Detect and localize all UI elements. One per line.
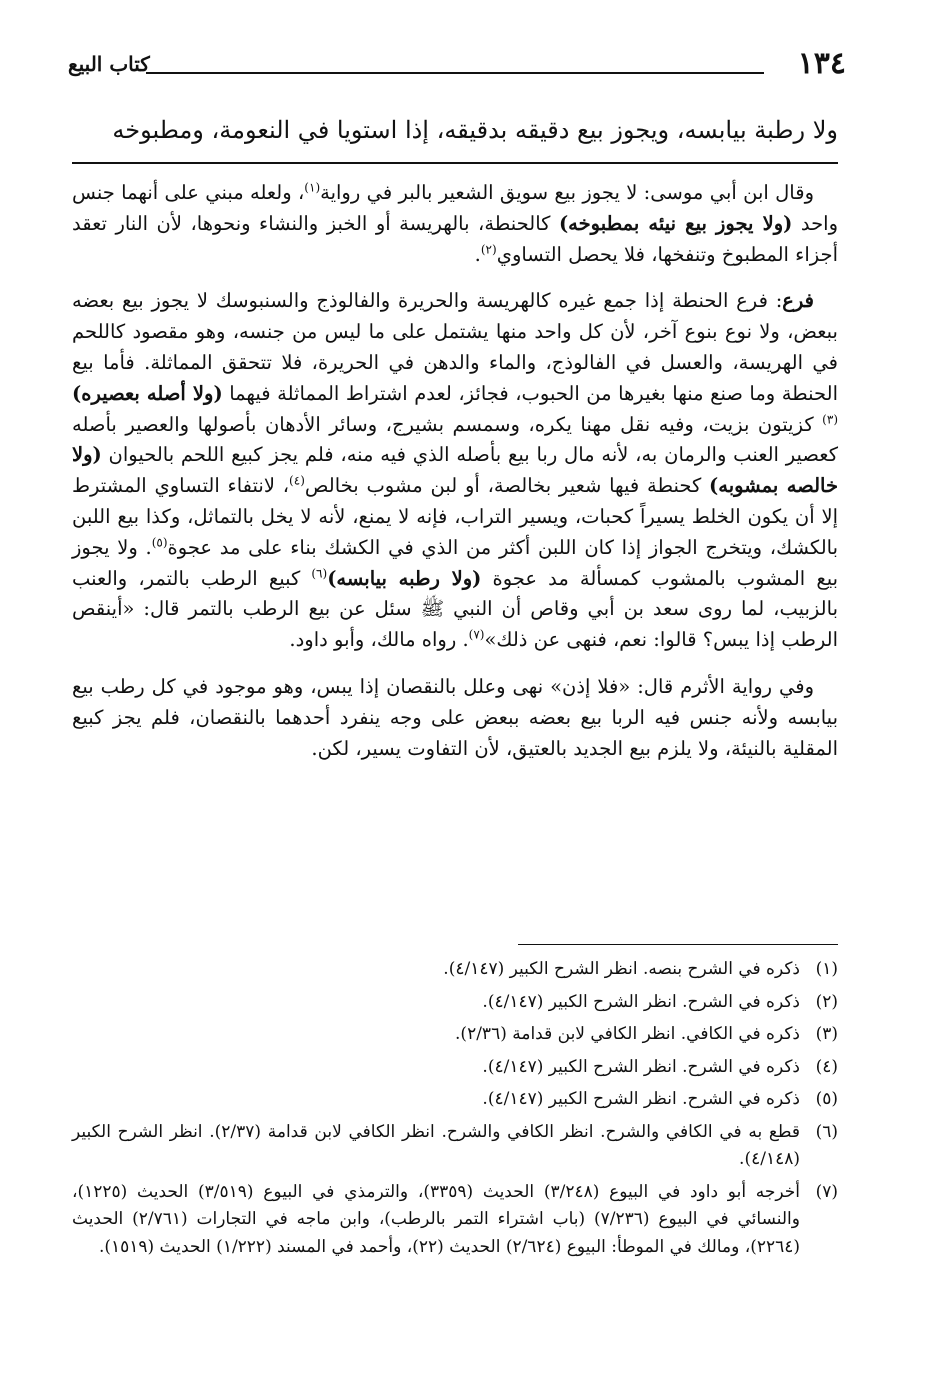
footnote-marker: (٥)	[151, 535, 168, 550]
text-run: كحنطة فيها شعير بخالصة، أو لبن مشوب بخالص	[304, 474, 710, 498]
footnote-marker: (٣)	[822, 412, 838, 427]
footnote-number: (٤)	[815, 1056, 838, 1077]
footnote	[72, 1119, 838, 1174]
footnote	[72, 989, 838, 1017]
bold-phrase: (ولا أصله بعصيره)	[72, 381, 223, 405]
text-run: وقال ابن أبي موسى: لا يجوز بيع سويق الشعير بالبر في رواية	[320, 181, 814, 204]
commentary-body	[72, 178, 838, 780]
footnote-marker: (٧)	[468, 627, 485, 642]
footnote-number: (٥)	[815, 1089, 838, 1109]
paragraph	[72, 286, 838, 656]
paragraph	[72, 672, 838, 764]
footnote-text: ذكره في الشرح. انظر الشرح الكبير (٤/١٤٧).	[482, 991, 800, 1012]
text-run: : فرع الحنطة إذا جمع غيره كالهريسة والحريرة والفالوذج والسنبوسك لا يجوز بيع بعضه ببعض، ولا نوع بنوع آخر، لأن كل واحد منها يشتمل على ما ليس من جنسه، وهو مقصود كاللحم في الهريسة، والعسل في الفالوذج، والماء والدهن في الحريرة، فلا تتحقق المماثلة. فأما بيع الحنطة وما صنع منها بغيرها من الحبوب، فجائز، لعدم اشتراط المماثلة فيهما	[72, 289, 839, 405]
paragraph	[72, 178, 838, 270]
running-header	[68, 44, 846, 84]
footnotes	[72, 956, 838, 1266]
footnote-text: أخرجه أبو داود في البيوع (٣/٢٤٨) الحديث (٣٣٥٩)، والترمذي في البيوع (٣/٥١٩) الحديث (١٢٢٥)، والنسائي في البيوع (٧/٢٣٦) (باب اشتراء التمر بالرطب)، وابن ماجه في التجارات (٢/٧٦١) الحديث (٢٢٦٤)، ومالك في الموطأ: البيوع (٢/٦٢٤) الحديث (٢٢)، وأحمد في المسند (١/٢٢٢) الحديث (١٥١٩).	[72, 1181, 801, 1257]
footnote	[72, 956, 838, 984]
bold-phrase: (ولا خالصه بمشوبه)	[72, 443, 839, 498]
footnote-marker: (٤)	[289, 473, 305, 488]
footnote-number: (٧)	[815, 1181, 838, 1202]
matn-separator	[72, 162, 838, 164]
footnote	[72, 1179, 838, 1262]
footnote-marker: (٦)	[311, 566, 328, 581]
text-run: .	[474, 242, 481, 266]
text-run: وفي رواية الأثرم قال: «فلا إذن» نهى وعلل بالنقصان إذا يبس، وهو موجود في كل رطب بيع بيابسه ولأنه جنس فيه الربا بيع بعضه ببعض على وجه ينفرد أحدهما بالنقصان، فلم يجز كبيع المقلية بالنيئة، ولا يلزم بيع الجديد بالعتيق، لأن التفاوت يسير، لكن.	[72, 674, 838, 760]
footnote-text: ذكره في الشرح. انظر الشرح الكبير (٤/١٤٧).	[482, 1089, 800, 1109]
bold-phrase: فرع	[782, 289, 814, 313]
bold-phrase: (ولا يجوز بيع نيئه بمطبوخه)	[558, 211, 793, 235]
text-run: كزيتون بزيت، وفيه نقل مهنا يكره، وسمسم بشيرج، وسائر الأدهان بأصولها والعصير بأصله كعصير العنب والرمان به، لأنه مال ربا بيع بأصله الذي فيه منه، فلم يجز كبيع اللحم بالحيوان	[72, 412, 838, 467]
footnote-text: ذكره في الكافي. انظر الكافي لابن قدامة (٢/٣٦).	[455, 1024, 800, 1044]
footnote-text: قطع به في الكافي والشرح. انظر الكافي والشرح. انظر الكافي لابن قدامة (٢/٣٧). انظر الشرح الكبير (٤/١٤٨).	[72, 1121, 800, 1169]
book-title: كتاب البيع	[68, 52, 150, 76]
footnote-text: ذكره في الشرح. انظر الشرح الكبير (٤/١٤٧).	[482, 1056, 800, 1077]
text-run: كبيع الرطب بالتمر، والعنب بالزبيب، لما روى سعد بن أبي وقاص أن النبي ﷺ سئل عن بيع الرطب بالتمر قال: «أينقص الرطب إذا يبس؟ قالوا: نعم، فنهى عن ذلك»	[72, 566, 838, 652]
bold-phrase: (ولا رطبه بيابسه)	[327, 566, 482, 590]
page-number: ١٣٤	[797, 46, 846, 81]
footnote-text: ذكره في الشرح بنصه. انظر الشرح الكبير (٤/١٤٧).	[443, 959, 800, 979]
text-run: . رواه مالك، وأبو داود.	[289, 628, 469, 652]
footnote-number: (٣)	[815, 1024, 838, 1044]
matn-text: ولا رطبة بيابسه، ويجوز بيع دقيقه بدقيقه، إذا استويا في النعومة، ومطبوخه	[112, 116, 838, 144]
footnote-marker: (٢)	[480, 242, 497, 257]
footnote	[72, 1054, 838, 1082]
text-run: . ولا يجوز بيع المشوب بالمشوب كمسألة مد عجوة	[72, 535, 839, 590]
footnote-marker: (١)	[304, 180, 321, 195]
text-run: ، لانتفاء التساوي المشترط إلا أن يكون الخلط يسيراً كحبات، ويسير التراب، فإنه لا يمنع، لأنه لا يخل بالتماثل، وكذا بيع اللبن بالكشك، ويتخرج الجواز إذا كان اللبن أكثر من الذي في الكشك بناء على مد عجوة	[72, 474, 839, 559]
footnote	[72, 1086, 838, 1114]
footnote-number: (٢)	[815, 991, 838, 1012]
text-run: ، ولعله مبني على أنهما جنس واحد	[72, 181, 838, 235]
footnote	[72, 1021, 838, 1049]
text-run: كالحنطة، بالهريسة أو الخبز والنشاء ونحوها، لأن النار تعقد أجزاء المطبوخ وتنفخها، فلا يحصل التساوي	[72, 211, 838, 266]
footnote-number: (١)	[815, 959, 838, 979]
header-rule	[146, 72, 764, 74]
footnote-separator	[518, 944, 838, 945]
footnote-number: (٦)	[815, 1121, 838, 1142]
